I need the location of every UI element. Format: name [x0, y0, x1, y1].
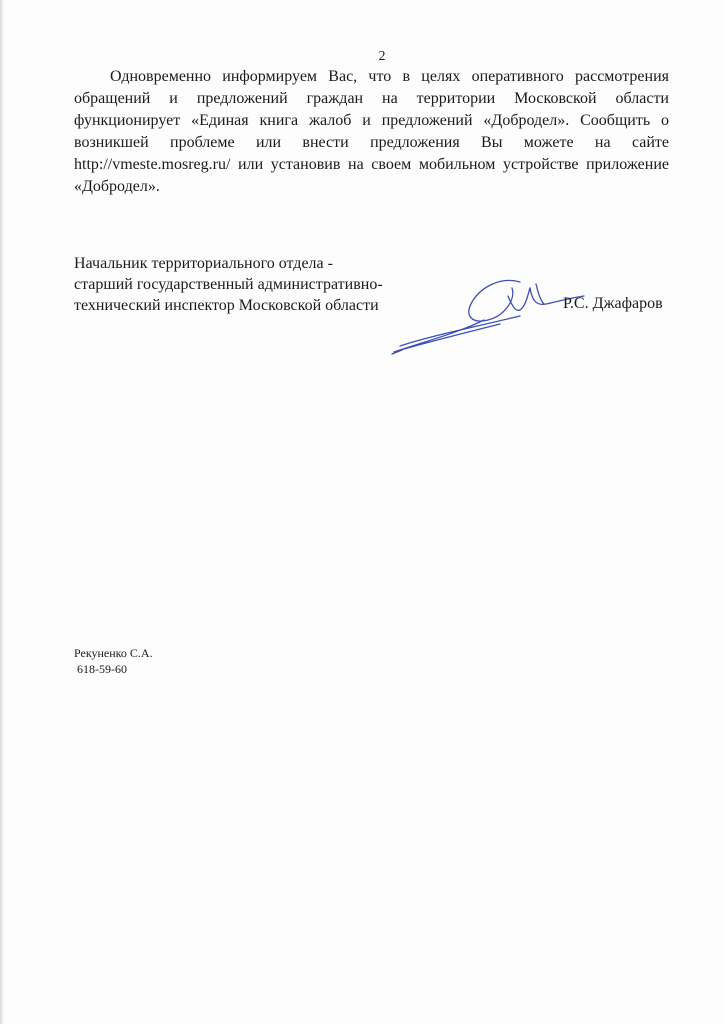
position-line: Начальник территориального отдела - — [74, 255, 333, 272]
executor-info — [74, 645, 153, 677]
signer-name: Р.С. Джафаров — [563, 295, 663, 312]
body-paragraph: Одновременно информируем Вас, что в целях оперативного рассмотрения обращений и предложений граждан на территории Московской области функционирует «Единая книга жалоб и предложений «Добродел». Сообщить о возникшей проблеме или внести предложения Вы можете на сайте http://vmeste.mosreg.ru/ или установив на своем мобильном устройстве приложение «Добродел». — [74, 68, 669, 195]
position-line: технический инспектор Московской области — [74, 297, 379, 314]
executor-phone: 618-59-60 — [77, 662, 127, 676]
handwritten-signature — [380, 270, 600, 365]
scan-edge-shadow — [0, 0, 4, 1024]
page-number: 2 — [378, 49, 386, 64]
executor-name: Рекуненко С.А. — [74, 646, 153, 660]
signatory-position — [74, 253, 414, 316]
position-line: старший государственный административно- — [74, 276, 383, 293]
